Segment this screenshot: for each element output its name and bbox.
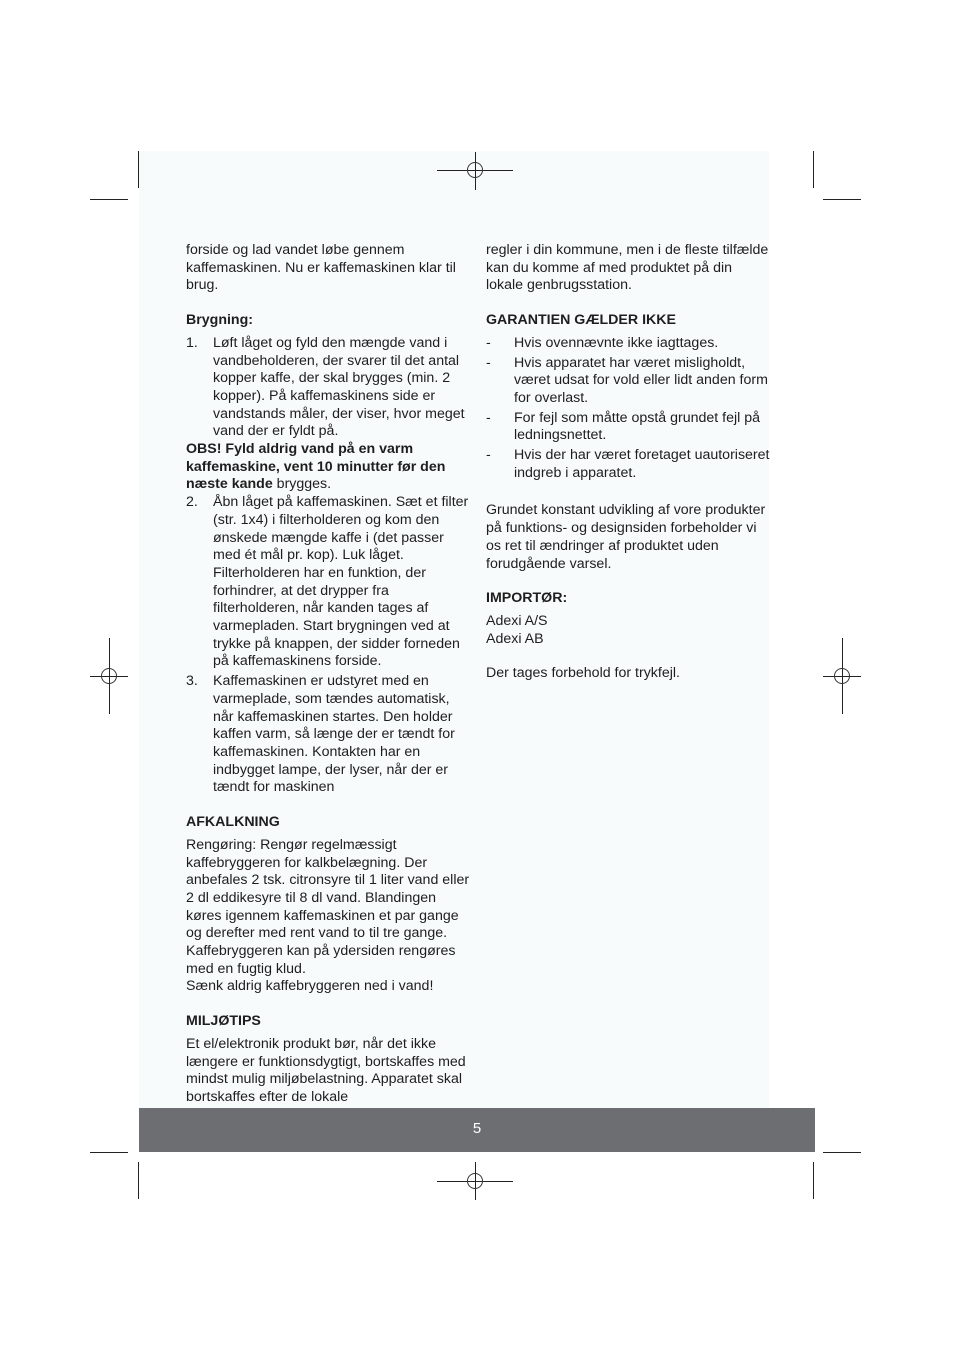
print-note: Der tages forbehold for trykfejl. bbox=[486, 665, 680, 682]
step-number: 2. bbox=[186, 494, 198, 511]
environment-heading: MILJØTIPS bbox=[186, 1013, 261, 1030]
warranty-item-text: Hvis der har været foretaget uautoriseret indgreb i apparatet. bbox=[514, 447, 770, 481]
footer-bar bbox=[139, 1108, 815, 1152]
warranty-item-text: Hvis apparatet har været misligholdt, været udsat for vold eller lidt anden form for overlast. bbox=[514, 354, 768, 406]
intro-text: forside og lad vandet løbe gennem kaffemaskinen. Nu er kaffemaskinen klar til brug. bbox=[186, 242, 456, 294]
left-column bbox=[186, 242, 471, 1107]
dash-bullet: - bbox=[486, 354, 491, 371]
dash-bullet: - bbox=[486, 334, 491, 351]
brewing-step-3 bbox=[186, 673, 471, 797]
warning-rest-text: brygges. bbox=[272, 476, 332, 493]
warranty-item-text: For fejl som måtte opstå grundet fejl på ledningsnettet. bbox=[514, 409, 761, 444]
step-text: Åbn låget på kaffemaskinen. Sæt et filter (str. 1x4) i filterholderen og kom den ønskede mængde kaffe i (det passer med ét mål pr. kop). Luk låget. Filterholderen har en funktion, der forhindrer, at det drypper fra filterholderen, når kanden tages af varmepladen. Start brygningen ved at trykke på knappen, der sidder forneden på kaffemaskinens forside. bbox=[213, 494, 469, 670]
page-number: 5 bbox=[472, 1120, 482, 1137]
warranty-item bbox=[486, 355, 771, 408]
step-text: Kaffemaskinen er udstyret med en varmeplade, som tændes automatisk, når kaffemaskinen startes. Den holder kaffen varm, så længe der er tændt for kaffemaskinen. Kontakten har en indbygget lampe, der lyser, når der er tændt for maskinen bbox=[213, 673, 455, 796]
brewing-heading: Brygning: bbox=[186, 312, 253, 329]
dash-bullet: - bbox=[486, 409, 491, 426]
brewing-step-2 bbox=[186, 494, 471, 671]
right-column bbox=[486, 242, 771, 683]
environment-text-continued: regler i din kommune, men i de fleste tilfælde kan du komme af med produktet på din lokale genbrugsstation. bbox=[486, 242, 769, 294]
brewing-warning bbox=[186, 441, 471, 494]
warranty-item bbox=[486, 335, 771, 353]
step-number: 1. bbox=[186, 334, 198, 351]
disclaimer-text: Grundet konstant udvikling af vore produkter på funktions- og designsiden forbeholder vi os ret til ændringer af produktet uden forudgående varsel. bbox=[486, 502, 766, 572]
step-text: Løft låget og fyld den mængde vand i vandbeholderen, der svarer til det antal kopper kaffe, der skal brygges (min. 2 kopper). På kaffemaskinens side er vandstands måler, der viser, hvor meget vand der er fyldt på. bbox=[213, 334, 465, 440]
descaling-warning: Sænk aldrig kaffebryggeren ned i vand! bbox=[186, 978, 434, 995]
warranty-item bbox=[486, 447, 771, 482]
descaling-text: Rengøring: Rengør regelmæssigt kaffebryggeren for kalkbelægning. Der anbefales 2 tsk. citronsyre til 1 liter vand eller 2 dl eddikesyre til 8 dl vand. Blandingen køres igennem kaffemaskinen et par gange og derefter med rent vand to til tre gange. Kaffebryggeren kan på ydersiden rengøres med en fugtig klud. bbox=[186, 836, 470, 977]
dash-bullet: - bbox=[486, 447, 491, 464]
environment-text: Et el/elektronik produkt bør, når det ikke længere er funktionsdygtigt, bortskaffes med mindst mulig miljøbelastning. Apparatet skal bortskaffes efter de lokale bbox=[186, 1035, 466, 1105]
warranty-heading: GARANTIEN GÆLDER IKKE bbox=[486, 312, 676, 329]
warning-bold-text: OBS! Fyld aldrig vand på en varm kaffemaskine, vent 10 minutter før den næste kande bbox=[186, 441, 446, 493]
importer-heading: IMPORTØR: bbox=[486, 590, 568, 607]
warranty-item bbox=[486, 410, 771, 445]
warranty-item-text: Hvis ovennævnte ikke iagttages. bbox=[514, 334, 719, 351]
descaling-heading: AFKALKNING bbox=[186, 814, 280, 831]
brewing-step-1 bbox=[186, 335, 471, 441]
importer-line-2: Adexi AB bbox=[486, 630, 544, 647]
step-number: 3. bbox=[186, 673, 198, 690]
importer-line-1: Adexi A/S bbox=[486, 612, 548, 629]
